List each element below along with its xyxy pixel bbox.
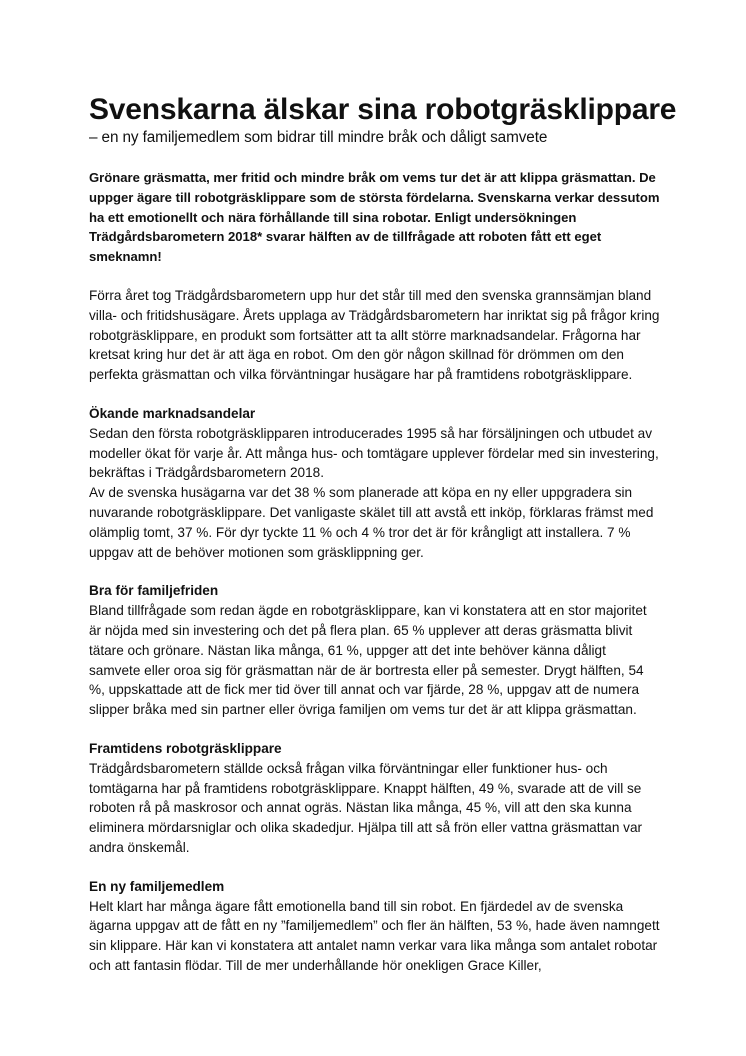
section-heading: Framtidens robotgräsklippare: [89, 740, 282, 756]
body-paragraph: Bland tillfrågade som redan ägde en robotgräsklippare, kan vi konstatera att en stor majoritet är nöjda med sin investering och det på flera plan. 65 % upplever att deras gräsmatta blivit tätare och grönare. Nästan lika många, 61 %, uppger att det inte behöver känna dåligt samvete eller oroa sig för gräsmattan när de är bortresta eller på semester. Drygt hälften, 54 %, uppskattade att de fick mer tid över till annat och var fjärde, 28 %, uppgav att de numera slipper bråka med sin partner eller övriga familjen om vems tur det är att klippa gräsmattan.: [89, 603, 647, 718]
body-paragraph: Trädgårdsbarometern ställde också frågan vilka förväntningar eller funktioner hus- och tomtägarna har på framtidens robotgräsklippare. Knappt hälften, 49 %, svarade att de vill se roboten rå på maskrosor och annat ogräs. Nästan lika många, 45 %, vill att den ska kunna eliminera mördarsniglar och olika skadedjur. Hjälpa till att så frön eller vattna gräsmattan var andra önskemål.: [89, 760, 643, 855]
body-paragraph: Sedan den första robotgräsklipparen introducerades 1995 så har försäljningen och utbudet av modeller ökat för varje år. Att många hus- och tomtägare upplever fördelar med sin investering, bekräftas i Trädgårdsbarometern 2018.: [89, 425, 659, 481]
body-paragraph: Helt klart har många ägare fått emotionella band till sin robot. En fjärdedel av de svenska ägarna uppgav att de fått en ny ”familjemedlem” och fler än hälften, 53 %, hade även namngett sin klippare. Här kan vi konstatera att antalet namn verkar vara lika många som antalet robotar och att fantasin flödar. Till de mer underhållande hör onekligen Grace Killer,: [89, 898, 660, 973]
intro-paragraph: Förra året tog Trädgårdsbarometern upp hur det står till med den svenska grannsämjan bland villa- och fritidshusägare. Årets upplaga av Trädgårdsbarometern har inriktat sig på frågor kring robotgräsklippare, en produkt som fortsätter att ta allt större marknadsandelar. Frågorna har kretsat kring hur det är att äga en robot. Om den gör någon skillnad för drömmen om den perfekta gräsmattan och vilka förväntningar husägare har på framtidens robotgräsklippare.: [89, 287, 660, 383]
section-market-share: [89, 404, 661, 562]
document-page: [89, 92, 677, 976]
section-family-peace: [89, 581, 661, 720]
section-heading: En ny familjemedlem: [89, 878, 225, 894]
section-heading: Ökande marknadsandelar: [89, 405, 256, 421]
document-title: Svenskarna älskar sina robotgräsklippare: [89, 93, 677, 126]
body-paragraph: Av de svenska husägarna var det 38 % som planerade att köpa en ny eller uppgradera sin nuvarande robotgräsklippare. Det vanligaste skälet till att avstå ett inköp, förklaras främst med olämplig tomt, 37 %. För dyr tyckte 11 % och 4 % tror det är för krångligt att installera. 7 % uppgav att de behöver motionen som gräsklippning ger.: [89, 485, 654, 560]
lead-paragraph: Grönare gräsmatta, mer fritid och mindre bråk om vems tur det är att klippa gräsmattan. De uppger ägare till robotgräsklippare som de största fördelarna. Svenskarna verkar dessutom ha ett emotionellt och nära förhållande till sina robotar. Enligt undersökningen Trädgårdsbarometern 2018* svarar hälften av de tillfrågade att roboten fått ett eget smeknamn!: [89, 170, 660, 265]
document-subtitle: – en ny familjemedlem som bidrar till mindre bråk och dåligt samvete: [89, 129, 548, 146]
section-heading: Bra för familjefriden: [89, 583, 219, 599]
section-family-member: [89, 877, 661, 976]
section-future-mowers: [89, 739, 661, 858]
